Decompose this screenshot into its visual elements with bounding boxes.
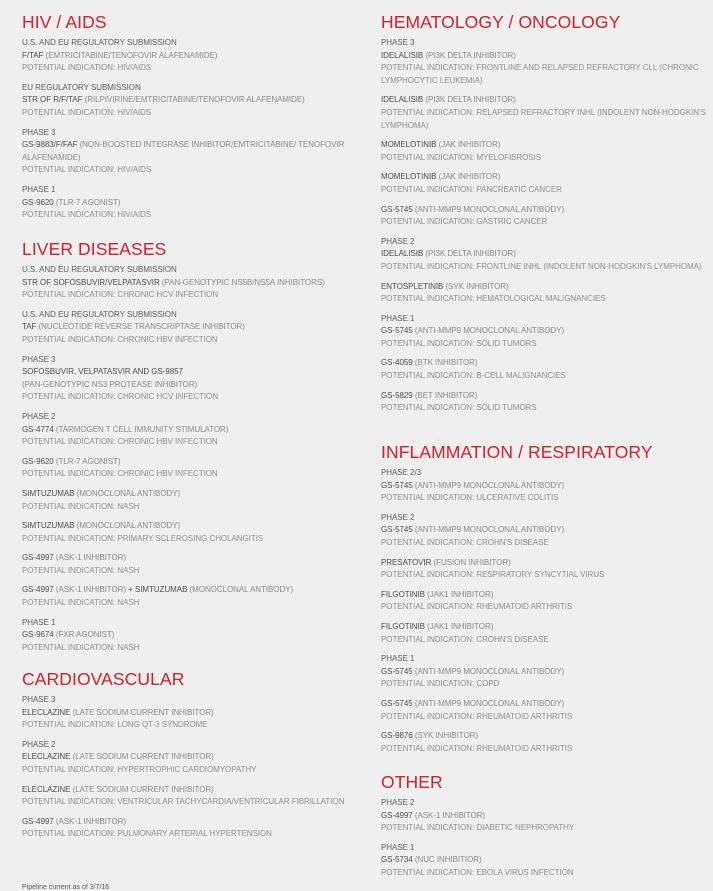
potential-indication: POTENTIAL INDICATION: CROHN'S DISEASE (381, 634, 549, 644)
potential-indication: POTENTIAL INDICATION: RELAPSED REFRACTORY INHL (INDOLENT NON-HODGKIN'S LYMPHOMA) (381, 107, 706, 130)
drug-name: IDELALISIB (381, 50, 424, 60)
drug-description: (ASK-1 INHIBITOR) (55, 816, 126, 826)
drug-name: GS-4997 (22, 816, 54, 826)
pipeline-entry (22, 127, 362, 177)
drug-description: (MONOCLONAL ANTIBODY) (76, 488, 181, 498)
drug-name: PRESATOVIR (381, 557, 432, 567)
pipeline-entry (22, 264, 362, 302)
drug-description: (ANTI-MMP9 MONOCLONAL ANTIBODY) (414, 666, 565, 676)
drug-description: (TLR-7 AGONIST) (55, 456, 121, 466)
drug-name: GS-9620 (22, 197, 54, 207)
phase-label: PHASE 3 (22, 354, 56, 364)
pipeline-entry (381, 94, 706, 132)
drug-name: GS-9674 (22, 630, 54, 640)
phase-label: PHASE 2/3 (381, 468, 422, 477)
drug-name: GS-5734 (381, 855, 413, 865)
pipeline-entry (381, 589, 706, 614)
potential-indication: POTENTIAL INDICATION: FRONTLINE AND RELAPSED REFRACTORY CLL (CHRONIC LYMPHOCYTIC LEUKEMIA) (381, 63, 699, 85)
drug-description: (ANTI-MMP9 MONOCLONAL ANTIBODY) (414, 326, 565, 336)
drug-description: (ASK-1 INHIBITOR) (414, 810, 485, 820)
drug-name: SOFOSBUVIR, VELPATASVIR AND GS-9857 (22, 367, 183, 377)
section-title: CARDIOVASCULAR (22, 669, 185, 689)
section-other (381, 771, 706, 880)
drug-description: (SYK INHIBITOR) (414, 731, 478, 741)
pipeline-entry (381, 281, 706, 306)
pipeline-entry (22, 584, 362, 609)
potential-indication: POTENTIAL INDICATION: RHEUMATOID ARTHRITIS (381, 711, 573, 721)
drug-name: STR OF SOFOSBUVIR/VELPATASVIR (22, 277, 160, 287)
drug-name: GS-5745 (381, 666, 413, 676)
phase-label: PHASE 1 (381, 313, 415, 323)
potential-indication: POTENTIAL INDICATION: B-CELL MALIGNANCIES (381, 371, 566, 381)
potential-indication: POTENTIAL INDICATION: CROHN'S DISEASE (381, 537, 549, 547)
pipeline-entry (22, 784, 362, 809)
drug-description: (TLR-7 AGONIST) (55, 197, 121, 207)
pipeline-entry (22, 411, 362, 449)
section-liver-diseases (22, 238, 362, 654)
pipeline-entry (381, 390, 706, 415)
drug-name: SIMTUZUMAB (22, 521, 75, 531)
potential-indication: POTENTIAL INDICATION: NASH (22, 598, 140, 608)
potential-indication: POTENTIAL INDICATION: DIABETIC NEPHROPATHY (381, 823, 575, 833)
potential-indication: POTENTIAL INDICATION: LONG QT-3 SYNDROME (22, 720, 208, 730)
phase-label: PHASE 2 (381, 798, 415, 807)
section-title: INFLAMMATION / RESPIRATORY (381, 442, 653, 462)
phase-label: PHASE 3 (22, 695, 56, 704)
potential-indication: POTENTIAL INDICATION: HYPERTROPHIC CARDIOMYOPATHY (22, 764, 257, 774)
drug-name: MOMELOTINIB (381, 172, 437, 182)
pipeline-entry (381, 204, 706, 229)
phase-label: PHASE 1 (22, 184, 56, 194)
pipeline-entry (381, 313, 706, 351)
pipeline-entry (22, 184, 362, 222)
pipeline-entry (22, 82, 362, 120)
drug-description: (ANTI-MMP9 MONOCLONAL ANTIBODY) (414, 525, 565, 535)
drug-description-secondary: (MONOCLONAL ANTIBODY) (189, 585, 294, 595)
pipeline-entry (22, 488, 362, 513)
section-inflammation-respiratory (381, 441, 706, 755)
drug-name: GS-9876 (381, 731, 413, 741)
drug-name-secondary: + SIMTUZUMAB (128, 585, 188, 595)
potential-indication: POTENTIAL INDICATION: PULMONARY ARTERIAL HYPERTENSION (22, 829, 272, 839)
potential-indication: POTENTIAL INDICATION: VENTRICULAR TACHYCARDIA/VENTRICULAR FIBRILLATION (22, 797, 345, 807)
pipeline-entry (22, 354, 362, 404)
drug-name: GS-5745 (381, 525, 413, 535)
pipeline-entry (22, 37, 362, 75)
drug-name: SIMTUZUMAB (22, 488, 75, 498)
phase-label: PHASE 3 (381, 38, 415, 47)
drug-description: (MONOCLONAL ANTIBODY) (76, 521, 181, 531)
drug-description: (EMTRICITABINE/TENOFOVIR ALAFENAMIDE) (45, 50, 218, 60)
pipeline-entry (381, 842, 706, 880)
pipeline-entry (381, 653, 706, 691)
drug-description: (ANTI-MMP9 MONOCLONAL ANTIBODY) (414, 698, 565, 708)
phase-label: PHASE 1 (381, 654, 415, 664)
drug-name: GS-9620 (22, 456, 54, 466)
potential-indication: POTENTIAL INDICATION: PANCREATIC CANCER (381, 184, 562, 194)
section-title: OTHER (381, 772, 443, 792)
drug-description: (FUSION INHIBITOR) (433, 557, 511, 567)
drug-description: (FXR AGONIST) (55, 630, 115, 640)
drug-description: (NON-BOOSTED INTEGRASE INHIBITOR/EMTRICITABINE/ TENOFOVIR ALAFENAMIDE) (22, 140, 345, 162)
drug-name: MOMELOTINIB (381, 140, 437, 150)
drug-description: (NUC INHIBITIOR) (414, 855, 482, 865)
pipeline-entry (381, 621, 706, 646)
potential-indication: POTENTIAL INDICATION: NASH (22, 565, 140, 575)
drug-description: (PI3K DELTA INHIBITOR) (425, 249, 516, 259)
phase-label: U.S. AND EU REGULATORY SUBMISSION (22, 265, 177, 274)
potential-indication: POTENTIAL INDICATION: HIV/AIDS (22, 63, 152, 73)
drug-description: (BET INHIBITOR) (414, 390, 478, 400)
drug-name: TAF (22, 322, 37, 332)
pipeline-entry (381, 171, 706, 196)
section-hematology-oncology (381, 11, 706, 415)
drug-name: GS-5745 (381, 698, 413, 708)
drug-name: STR OF R/F/TAF (22, 95, 83, 105)
pipeline-entry (381, 139, 706, 164)
drug-name: GS-5745 (381, 480, 413, 490)
phase-label: PHASE 1 (22, 617, 56, 627)
pipeline-entry (22, 456, 362, 481)
potential-indication: POTENTIAL INDICATION: SOLID TUMORS (381, 338, 537, 348)
section-title: LIVER DISEASES (22, 239, 167, 259)
drug-description: (PAN-GENOTYPIC NS3 PROTEASE INHIBITOR) (22, 379, 198, 389)
drug-description: (BTK INHIBITOR) (414, 358, 478, 368)
section-title: HIV / AIDS (22, 12, 107, 32)
potential-indication: POTENTIAL INDICATION: RHEUMATOID ARTHRITIS (381, 602, 573, 612)
pipeline-entry (381, 236, 706, 274)
drug-description: (ANTI-MMP9 MONOCLONAL ANTIBODY) (414, 204, 565, 214)
potential-indication: POTENTIAL INDICATION: NASH (22, 501, 140, 511)
drug-description: (ASK-1 INHIBITOR) (55, 553, 126, 563)
drug-name: GS-4059 (381, 358, 413, 368)
pipeline-entry (22, 694, 362, 732)
pipeline-entry (381, 730, 706, 755)
pipeline-entry (22, 309, 362, 347)
potential-indication: POTENTIAL INDICATION: RESPIRATORY SYNCYTIAL VIRUS (381, 570, 605, 580)
drug-description: (ANTI-MMP9 MONOCLONAL ANTIBODY) (414, 480, 565, 490)
drug-name: F/TAF (22, 50, 44, 60)
drug-name: GS-4997 (22, 585, 54, 595)
pipeline-entry (381, 557, 706, 582)
section-title: HEMATOLOGY / ONCOLOGY (381, 12, 621, 32)
drug-description: (JAK INHIBITOR) (438, 172, 501, 182)
drug-name: ELECLAZINE (22, 784, 71, 794)
drug-name: FILGOTINIB (381, 589, 425, 599)
phase-label: PHASE 2 (22, 739, 56, 749)
potential-indication: POTENTIAL INDICATION: GASTRIC CANCER (381, 217, 548, 227)
drug-name: GS-4997 (22, 553, 54, 563)
drug-name: IDELALISIB (381, 95, 424, 105)
potential-indication: POTENTIAL INDICATION: EBOLA VIRUS INFECTION (381, 867, 574, 877)
potential-indication: POTENTIAL INDICATION: HIV/AIDS (22, 165, 152, 175)
section-hiv-aids (22, 11, 362, 222)
potential-indication: POTENTIAL INDICATION: RHEUMATOID ARTHRITIS (381, 743, 573, 753)
drug-description: (NUCLEOTIDE REVERSE TRANSCRIPTASE INHIBITOR) (38, 322, 245, 332)
drug-name: GS-4997 (381, 810, 413, 820)
phase-label: PHASE 3 (22, 127, 56, 137)
drug-name: FILGOTINIB (381, 621, 425, 631)
phase-label: EU REGULATORY SUBMISSION (22, 82, 141, 92)
drug-name: ELECLAZINE (22, 752, 71, 762)
pipeline-entry (381, 37, 706, 87)
potential-indication: POTENTIAL INDICATION: COPD (381, 679, 500, 689)
potential-indication: POTENTIAL INDICATION: CHRONIC HBV INFECTION (22, 469, 218, 479)
drug-description: (PI3K DELTA INHIBITOR) (425, 50, 516, 60)
drug-name: GS-9883/F/FAF (22, 140, 78, 150)
phase-label: PHASE 2 (381, 236, 415, 246)
drug-description: (PAN-GENOTYPIC NS5B/NS5A INHIBITORS) (161, 277, 325, 287)
drug-description: (TARMOGEN T CELL IMMUNITY STIMULATOR) (55, 424, 229, 434)
potential-indication: POTENTIAL INDICATION: SOLID TUMORS (381, 403, 537, 413)
phase-label: PHASE 1 (381, 842, 415, 852)
drug-name: GS-5745 (381, 326, 413, 336)
pipeline-entry (22, 617, 362, 655)
drug-name: IDELALISIB (381, 249, 424, 259)
drug-name: GS-5745 (381, 204, 413, 214)
potential-indication: POTENTIAL INDICATION: HIV/AIDS (22, 210, 152, 220)
drug-name: GS-5829 (381, 390, 413, 400)
potential-indication: POTENTIAL INDICATION: HIV/AIDS (22, 107, 152, 117)
drug-description: (ASK-1 INHIBITOR) (55, 585, 126, 595)
potential-indication: POTENTIAL INDICATION: ULCERATIVE COLITIS (381, 493, 559, 503)
phase-label: U.S. AND EU REGULATORY SUBMISSION (22, 38, 177, 47)
pipeline-entry (22, 739, 362, 777)
pipeline-entry (22, 520, 362, 545)
drug-name: ENTOSPLETINIB (381, 281, 444, 291)
drug-description: (PI3K DELTA INHIBITOR) (425, 95, 516, 105)
phase-label: PHASE 2 (381, 512, 415, 522)
potential-indication: POTENTIAL INDICATION: FRONTLINE INHL (INDOLENT NON-HODGKIN'S LYMPHOMA) (381, 261, 702, 271)
pipeline-entry (381, 512, 706, 550)
pipeline-entry (381, 467, 706, 505)
section-cardiovascular (22, 668, 362, 841)
pipeline-entry (22, 552, 362, 577)
drug-description: (LATE SODIUM CURRENT INHIBITOR) (72, 752, 214, 762)
potential-indication: POTENTIAL INDICATION: CHRONIC HBV INFECTION (22, 334, 218, 344)
drug-description: (JAK1 INHIBITOR) (427, 589, 494, 599)
drug-description: (LATE SODIUM CURRENT INHIBITOR) (72, 784, 214, 794)
potential-indication: POTENTIAL INDICATION: MYELOFIBROSIS (381, 152, 542, 162)
footer-note: Pipeline current as of 3/7/16 (22, 884, 110, 891)
pipeline-entry (381, 357, 706, 382)
potential-indication: POTENTIAL INDICATION: CHRONIC HBV INFECTION (22, 437, 218, 447)
drug-description: (LATE SODIUM CURRENT INHIBITOR) (72, 707, 214, 717)
potential-indication: POTENTIAL INDICATION: NASH (22, 642, 140, 652)
drug-description: (RILPIVIRINE/EMTRICITABINE/TENOFOVIR ALAFENAMIDE) (84, 95, 305, 105)
potential-indication: POTENTIAL INDICATION: HEMATOLOGICAL MALIGNANCIES (381, 294, 606, 304)
phase-label: U.S. AND EU REGULATORY SUBMISSION (22, 309, 177, 319)
pipeline-entry (22, 816, 362, 841)
drug-description: (JAK1 INHIBITOR) (427, 621, 494, 631)
drug-description: (JAK INHIBITOR) (438, 140, 501, 150)
drug-description: (SYK INHIBITOR) (445, 281, 509, 291)
phase-label: PHASE 2 (22, 411, 56, 421)
drug-name: GS-4774 (22, 424, 54, 434)
pipeline-entry (381, 797, 706, 835)
drug-name: ELECLAZINE (22, 707, 71, 717)
potential-indication: POTENTIAL INDICATION: PRIMARY SCLEROSING CHOLANGITIS (22, 533, 264, 543)
potential-indication: POTENTIAL INDICATION: CHRONIC HCV INFECTION (22, 290, 219, 300)
pipeline-entry (381, 698, 706, 723)
potential-indication: POTENTIAL INDICATION: CHRONIC HCV INFECTION (22, 392, 219, 402)
